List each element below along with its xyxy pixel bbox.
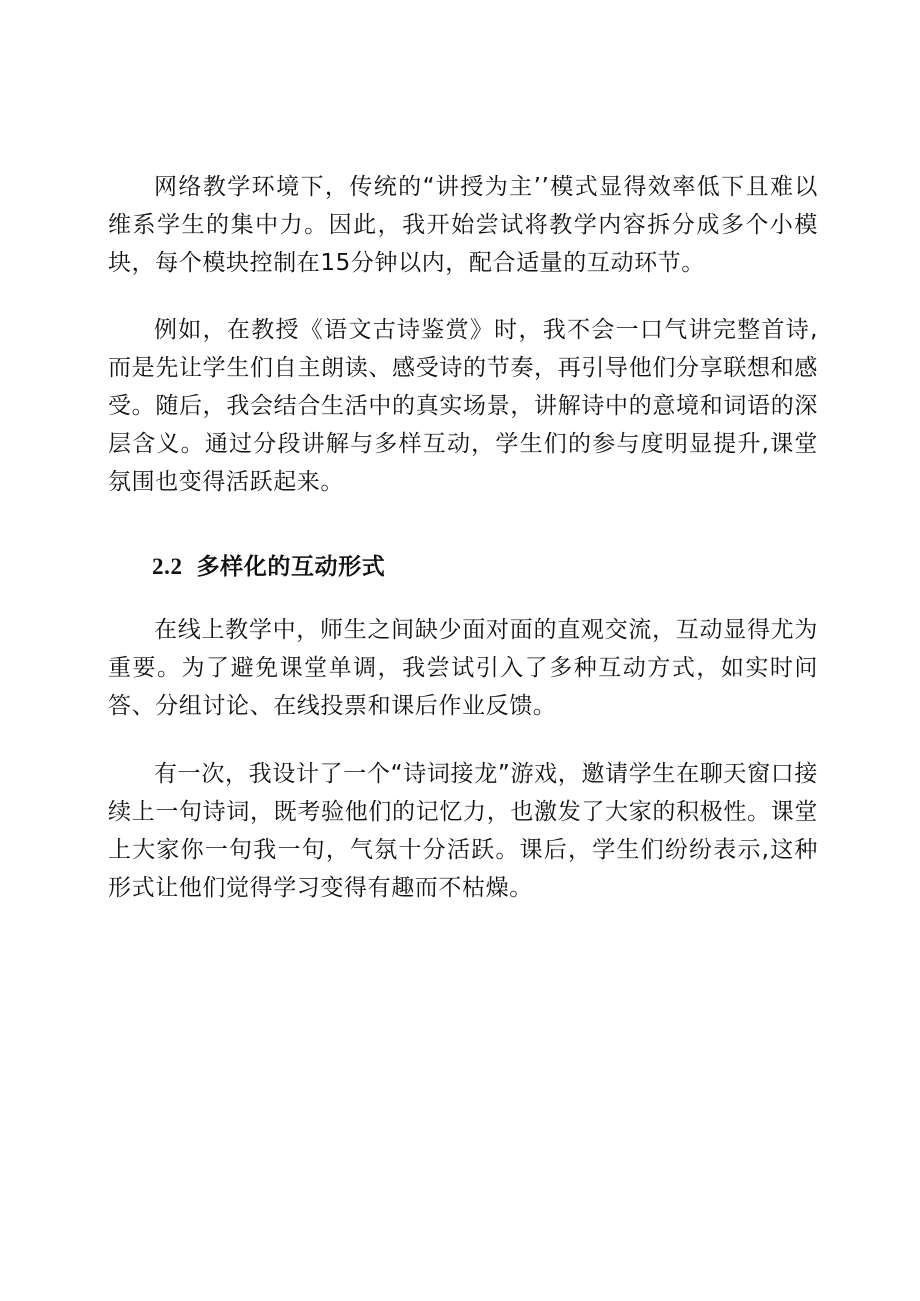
section-number: 2.2: [152, 554, 183, 579]
section-title: 多样化的互动形式: [196, 554, 386, 580]
paragraph-interaction-forms: 在线上教学中，师生之间缺少面对面的直观交流，互动显得尤为重要。为了避免课堂单调，我尝试引入了多种互动方式，如实时问答、分组讨论、在线投票和课后作业反馈。: [108, 617, 818, 719]
paragraph-poetry-example: 例如，在教授《语文古诗鉴赏》时，我不会一口气讲完整首诗,而是先让学生们自主朗读、感受诗的节奏，再引导他们分享联想和感受。随后，我会结合生活中的真实场景，讲解诗中的意境和词语的深层含义。通过分段讲解与多样互动，学生们的参与度明显提升,课堂氛围也变得活跃起来。: [108, 317, 818, 495]
paragraph-module-teaching: 网络教学环境下，传统的“讲授为主’’模式显得效率低下且难以维系学生的集中力。因此，我开始尝试将教学内容拆分成多个小模块，每个模块控制在15分钟以内，配合适量的互动环节。: [108, 174, 818, 276]
section-heading: [108, 548, 818, 586]
document-body: [108, 168, 818, 907]
paragraph-poetry-game: 有一次，我设计了一个“诗词接龙”游戏，邀请学生在聊天窗口接续上一句诗词，既考验他们的记忆力，也激发了大家的积极性。课堂上大家你一句我一句，气氛十分活跃。课后，学生们纷纷表示,这种形式让他们觉得学习变得有趣而不枯燥。: [108, 761, 818, 901]
